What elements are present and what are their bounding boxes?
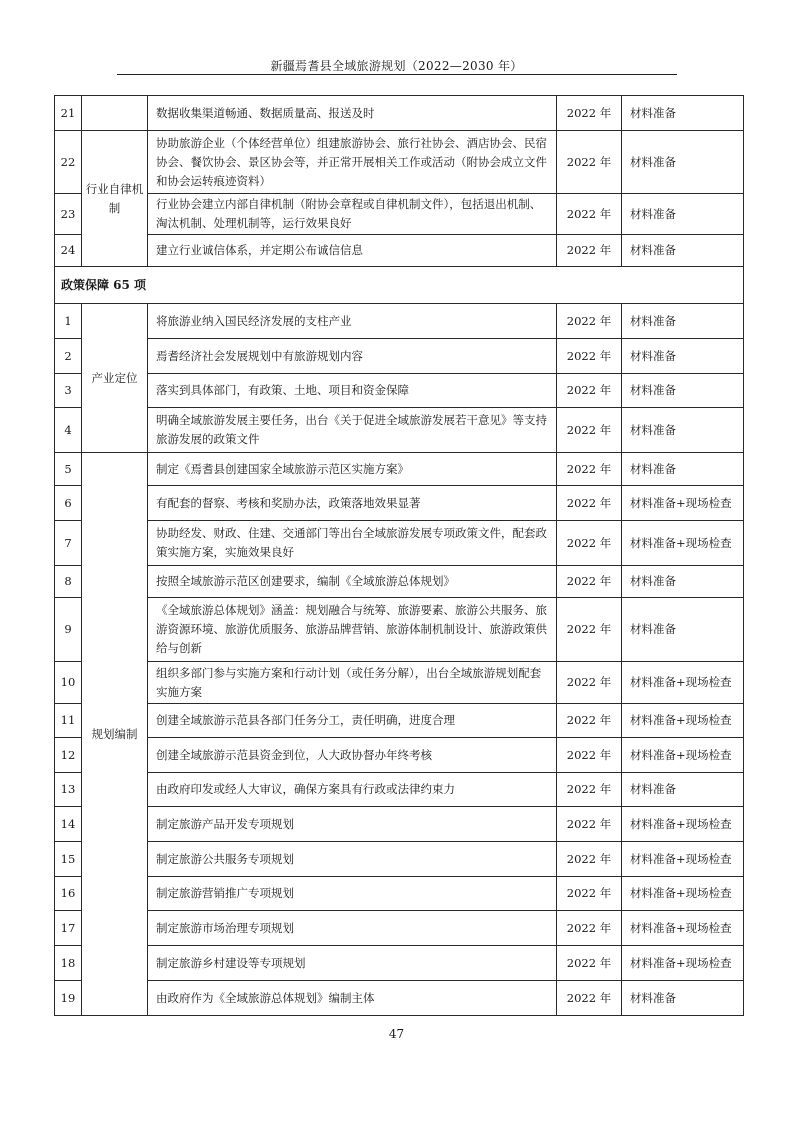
- row-number: 15: [55, 842, 82, 877]
- category-self-discipline: [82, 131, 148, 267]
- category-label: 产业定位: [91, 370, 138, 385]
- row-year: 2022 年: [557, 662, 622, 704]
- row-number: 10: [55, 662, 82, 704]
- row-number: 4: [55, 408, 82, 453]
- table-row: [55, 408, 744, 453]
- row-status: 材料准备+现场检查: [622, 662, 744, 704]
- row-year: 2022 年: [557, 738, 622, 773]
- row-description: 制定旅游乡村建设等专项规划: [148, 946, 557, 981]
- row-status: 材料准备+现场检查: [622, 807, 744, 842]
- row-number: 17: [55, 911, 82, 946]
- table-row: [55, 738, 744, 773]
- row-number: 23: [55, 194, 82, 235]
- row-number: 19: [55, 981, 82, 1016]
- row-status: 材料准备+现场检查: [622, 911, 744, 946]
- table-row: [55, 704, 744, 738]
- row-number: 11: [55, 704, 82, 738]
- category-cell-blank: [82, 96, 148, 131]
- row-year: 2022 年: [557, 194, 622, 235]
- section-row: [55, 267, 744, 304]
- row-description: 落实到具体部门，有政策、土地、项目和资金保障: [148, 374, 557, 408]
- row-number: 22: [55, 131, 82, 194]
- category-plan-compilation: [82, 453, 148, 1016]
- row-description: 组织多部门参与实施方案和行动计划（或任务分解），出台全域旅游规划配套实施方案: [148, 662, 557, 704]
- row-description: 由政府作为《全域旅游总体规划》编制主体: [148, 981, 557, 1016]
- row-status: 材料准备+现场检查: [622, 521, 744, 566]
- row-status: 材料准备: [622, 339, 744, 374]
- row-description: 制定旅游营销推广专项规划: [148, 877, 557, 911]
- page-header-title: 新疆焉耆县全域旅游规划（2022—2030 年）: [270, 59, 523, 73]
- requirements-table: [54, 95, 744, 1016]
- category-industry-positioning: [82, 304, 148, 453]
- row-number: 8: [55, 566, 82, 598]
- page-number: 47: [388, 1027, 405, 1041]
- row-number: 3: [55, 374, 82, 408]
- row-number: 1: [55, 304, 82, 339]
- row-number: 12: [55, 738, 82, 773]
- table-row: [55, 877, 744, 911]
- row-description: 协助旅游企业（个体经营单位）组建旅游协会、旅行社协会、酒店协会、民宿协会、餐饮协会、景区协会等，并正常开展相关工作或活动（附协会成立文件和协会运转痕迹资料）: [148, 131, 557, 194]
- row-year: 2022 年: [557, 374, 622, 408]
- row-year: 2022 年: [557, 408, 622, 453]
- row-year: 2022 年: [557, 304, 622, 339]
- table-row: [55, 486, 744, 521]
- row-description: 数据收集渠道畅通、数据质量高、报送及时: [148, 96, 557, 131]
- table-row: [55, 773, 744, 807]
- row-year: 2022 年: [557, 877, 622, 911]
- row-number: 18: [55, 946, 82, 981]
- row-year: 2022 年: [557, 981, 622, 1016]
- table-row: [55, 453, 744, 486]
- category-label: 规划编制: [91, 726, 138, 741]
- row-status: 材料准备: [622, 453, 744, 486]
- header-rule: [117, 74, 677, 75]
- row-year: 2022 年: [557, 946, 622, 981]
- section-title: 政策保障 65 项: [55, 267, 744, 304]
- row-year: 2022 年: [557, 807, 622, 842]
- row-description: 制定旅游公共服务专项规划: [148, 842, 557, 877]
- row-status: 材料准备: [622, 131, 744, 194]
- row-year: 2022 年: [557, 598, 622, 662]
- table-row: [55, 807, 744, 842]
- row-number: 6: [55, 486, 82, 521]
- row-status: 材料准备: [622, 981, 744, 1016]
- row-description: 创建全域旅游示范县资金到位，人大政协督办年终考核: [148, 738, 557, 773]
- row-status: 材料准备: [622, 194, 744, 235]
- row-year: 2022 年: [557, 911, 622, 946]
- table-row: [55, 662, 744, 704]
- row-number: 24: [55, 235, 82, 267]
- table-row: [55, 131, 744, 194]
- table-row: [55, 194, 744, 235]
- row-status: 材料准备: [622, 566, 744, 598]
- row-number: 7: [55, 521, 82, 566]
- row-status: 材料准备+现场检查: [622, 486, 744, 521]
- row-description: 明确全域旅游发展主要任务，出台《关于促进全域旅游发展若干意见》等支持旅游发展的政策文件: [148, 408, 557, 453]
- table-row: [55, 842, 744, 877]
- row-status: 材料准备+现场检查: [622, 877, 744, 911]
- row-number: 2: [55, 339, 82, 374]
- table-row: [55, 374, 744, 408]
- row-status: 材料准备: [622, 96, 744, 131]
- category-label: 行业自律机制: [85, 181, 144, 215]
- table-row: [55, 339, 744, 374]
- row-description: 协助经发、财政、住建、交通部门等出台全域旅游发展专项政策文件，配套政策实施方案，实施效果良好: [148, 521, 557, 566]
- row-year: 2022 年: [557, 235, 622, 267]
- table-row: [55, 911, 744, 946]
- table-row: [55, 235, 744, 267]
- row-number: 16: [55, 877, 82, 911]
- table-row: [55, 946, 744, 981]
- row-description: 将旅游业纳入国民经济发展的支柱产业: [148, 304, 557, 339]
- table-row: [55, 981, 744, 1016]
- row-year: 2022 年: [557, 486, 622, 521]
- row-number: 5: [55, 453, 82, 486]
- row-year: 2022 年: [557, 566, 622, 598]
- row-description: 焉耆经济社会发展规划中有旅游规划内容: [148, 339, 557, 374]
- table-row: [55, 598, 744, 662]
- row-description: 制定旅游市场治理专项规划: [148, 911, 557, 946]
- row-year: 2022 年: [557, 339, 622, 374]
- table-row: [55, 521, 744, 566]
- row-description: 创建全域旅游示范县各部门任务分工，责任明确，进度合理: [148, 704, 557, 738]
- row-status: 材料准备: [622, 598, 744, 662]
- row-description: 《全域旅游总体规划》涵盖：规划融合与统筹、旅游要素、旅游公共服务、旅游资源环境、旅游优质服务、旅游品牌营销、旅游体制机制设计、旅游政策供给与创新: [148, 598, 557, 662]
- row-description: 建立行业诚信体系，并定期公布诚信信息: [148, 235, 557, 267]
- row-number: 21: [55, 96, 82, 131]
- row-year: 2022 年: [557, 704, 622, 738]
- row-status: 材料准备: [622, 304, 744, 339]
- row-description: 有配套的督察、考核和奖励办法，政策落地效果显著: [148, 486, 557, 521]
- table-row: [55, 304, 744, 339]
- row-status: 材料准备: [622, 374, 744, 408]
- row-number: 9: [55, 598, 82, 662]
- row-year: 2022 年: [557, 131, 622, 194]
- row-year: 2022 年: [557, 96, 622, 131]
- row-description: 按照全域旅游示范区创建要求，编制《全域旅游总体规划》: [148, 566, 557, 598]
- row-description: 行业协会建立内部自律机制（附协会章程或自律机制文件），包括退出机制、淘汰机制、处理机制等，运行效果良好: [148, 194, 557, 235]
- row-year: 2022 年: [557, 521, 622, 566]
- row-year: 2022 年: [557, 453, 622, 486]
- row-status: 材料准备+现场检查: [622, 842, 744, 877]
- row-status: 材料准备+现场检查: [622, 738, 744, 773]
- row-year: 2022 年: [557, 842, 622, 877]
- table-row: [55, 96, 744, 131]
- table-row: [55, 566, 744, 598]
- row-status: 材料准备: [622, 408, 744, 453]
- row-status: 材料准备+现场检查: [622, 704, 744, 738]
- row-status: 材料准备+现场检查: [622, 946, 744, 981]
- row-number: 14: [55, 807, 82, 842]
- row-status: 材料准备: [622, 235, 744, 267]
- row-description: 由政府印发或经人大审议，确保方案具有行政或法律约束力: [148, 773, 557, 807]
- row-status: 材料准备: [622, 773, 744, 807]
- row-number: 13: [55, 773, 82, 807]
- row-description: 制定旅游产品开发专项规划: [148, 807, 557, 842]
- row-year: 2022 年: [557, 773, 622, 807]
- row-description: 制定《焉耆县创建国家全域旅游示范区实施方案》: [148, 453, 557, 486]
